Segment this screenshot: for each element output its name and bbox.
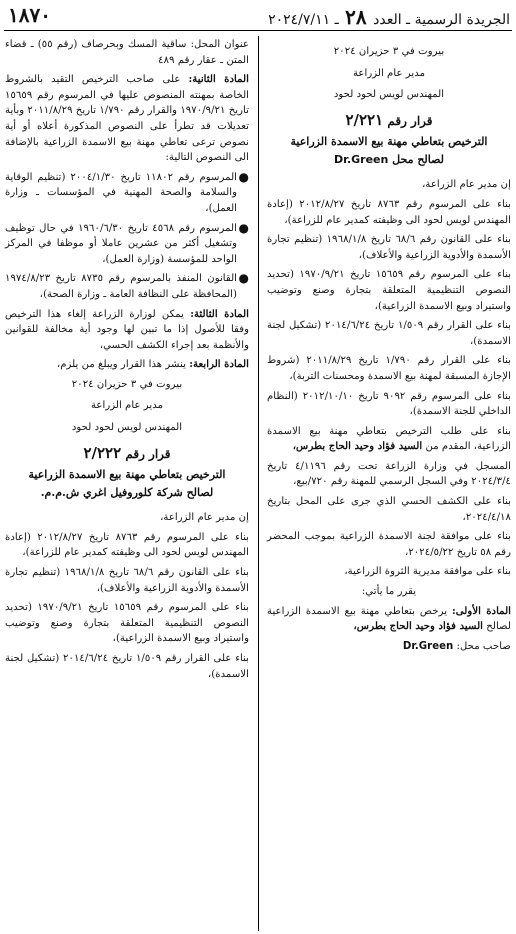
decision-recital — [267, 424, 511, 455]
decision-title-label: قرار رقم — [125, 446, 171, 461]
decision-subject-line-2: لصالح شركة كلوروفيل اغري ش.م.م. — [40, 486, 214, 500]
decision-number: ٢/٢٢١ — [345, 110, 384, 129]
decision-title-label: قرار رقم — [387, 113, 433, 128]
left-column — [5, 37, 249, 686]
article-4-text: ينشر هذا القرار ويبلغ من يلزم، — [56, 359, 187, 371]
decision-recital: بناء على موافقة مديرية الثروة الزراعية، — [344, 566, 511, 578]
decision-recital: بناء على المرسوم رقم ٨٧٦٣ تاريخ ٢٠١٢/٨/٢٧ (إعادة المهندس لويس لحود الى وظيفته كمدير عام للزراعة)، — [5, 531, 249, 559]
recital-text: بناء على طلب الترخيص بتعاطي مهنة بيع الاسمدة الزراعية، المقدم من — [267, 425, 511, 453]
decision-recital: بناء على موافقة لجنة الاسمدة الزراعية بموجب المحضر رقم ٥٨ تاريخ ٢٠٢٤/٥/٢٢، — [267, 531, 511, 558]
owner-shop-name: Dr.Green — [402, 640, 454, 652]
decision-recital: بناء على المرسوم رقم ٨٧٦٣ تاريخ ٢٠١٢/٨/٢٧ (إعادة المهندس لويس لحود الى وظيفته كمدير عام للزراعة)، — [267, 198, 511, 226]
bullet-dot-icon: ● — [238, 220, 249, 235]
page-header — [0, 0, 516, 30]
decision-recital: بناء على القرار رقم ١/٧٩٠ تاريخ ٢٠١١/٨/٢٩ (شروط الإجازة المسبقة لمهنة بيع الاسمدة ومحسنات التربة)، — [267, 355, 511, 382]
decision-recital: بناء على القرار رقم ١/٥٠٩ تاريخ ٢٠١٤/٦/٢٤ (تشكيل لجنة الاسمدة)، — [5, 653, 249, 680]
decision-recital: بناء على القانون رقم ٦٨/٦ تاريخ ١٩٦٨/١/٨ (تنظيم تجارة الأسمدة والأدوية الزراعية والأعلاف)، — [5, 567, 249, 594]
article-2 — [5, 72, 249, 166]
article-4 — [5, 357, 249, 373]
sign-title: مدير عام الزراعة — [90, 400, 164, 412]
decision-subject-line-2 — [267, 151, 511, 169]
gazette-title-prefix: الجريدة الرسمية ـ العدد — [373, 12, 510, 28]
sign-place-date: بيروت في ٣ حزيران ٢٠٢٤ — [333, 46, 445, 57]
decision-subject-latin: Dr.Green — [333, 153, 389, 167]
article-4-label: المادة الرابعة: — [189, 358, 249, 371]
bullet-item — [5, 271, 249, 302]
sign-name: المهندس لويس لحود لحود — [71, 422, 183, 434]
page-number: ١٨٧٠ — [8, 3, 51, 27]
bullet-dot-icon: ● — [238, 271, 249, 286]
bullet-text: المرسوم رقم ٤٥٦٨ تاريخ ١٩٦٠/٦/٣٠ في حال توظيف وتشغيل أكثر من عشرين عاملا أو موظفا في المركز الواحد للمؤسسة (وزارة العمل)، — [5, 222, 237, 265]
decision-intro: إن مدير عام الزراعة، — [422, 179, 511, 191]
sign-place-date: بيروت في ٣ حزيران ٢٠٢٤ — [71, 378, 183, 390]
decision-intro: إن مدير عام الزراعة، — [160, 512, 249, 524]
bullet-item — [5, 221, 249, 268]
bullet-text: القانون المنفذ بالمرسوم رقم ٨٧٣٥ تاريخ ١٩٧٤/٨/٢٣ (المحافظة على النظافة العامة ـ وزارة الصحة)، — [5, 273, 237, 300]
bullet-text: المرسوم رقم ١١٨٠٢ تاريخ ٢٠٠٤/١/٣٠ (تنظيم الوقاية والسلامة والصحة المهنية في المؤسسات ـ وزارة العمل)، — [5, 171, 237, 214]
article-2-text: على صاحب الترخيص التقيد بالشروط الخاصة بمهنته المنصوص عليها في المرسوم رقم ١٥٦٥٩ تاريخ ١٩٧٠/٩/٢١ والقرار رقم ١/٧٩٠ تاريخ ٢٠١١/٨/٢٩ وبأية تعديلات قد تطرأ على النصوص المذكورة أعلاه أو أية نصوص ترعى تعاطي مهنة بيع الاسمدة الزراعية بالإضافة الى النصوص التالية: — [4, 74, 249, 164]
decision-recital: بناء على المرسوم رقم ١٥٦٥٩ تاريخ ١٩٧٠/٩/٢١ (تحديد النصوص التنظيمية المتعلقة بتجارة وصنع وتوضيب واستيراد وبيع الاسمدة الزراعية)، — [5, 602, 249, 645]
header-rule — [4, 30, 512, 31]
article-1-text: يرخص بتعاطي مهنة بيع الاسمدة الزراعية لصالح — [267, 605, 511, 633]
sign-name: المهندس لويس لحود لحود — [333, 89, 445, 101]
sign-title: مدير عام الزراعة — [352, 67, 426, 79]
article-2-label: المادة الثانية: — [188, 73, 249, 86]
decision-recital: بناء على القانون رقم ٦٨/٦ تاريخ ١٩٦٨/١/٨ (تنظيم تجارة الأسمدة والأدوية الزراعية والأعلاف)، — [267, 234, 511, 261]
decision-recital: بناء على القرار رقم ١/٥٠٩ تاريخ ٢٠١٤/٦/٢٤ (تشكيل لجنة الاسمدة)، — [267, 320, 511, 347]
article-1 — [267, 604, 511, 635]
shop-address: عنوان المحل: ساقية المسك وبحرصاف (رقم ٥٥) ـ قضاء المتن ـ عقار رقم ٤٨٩ — [5, 39, 249, 66]
decision-subject — [5, 466, 249, 502]
article-1-label: المادة الأولى: — [452, 604, 512, 617]
issue-date: ـ ٢٠٢٤/٧/١١ — [268, 12, 339, 28]
bullet-item — [5, 170, 249, 217]
article-3 — [5, 307, 249, 354]
decision-title — [5, 443, 249, 463]
decides-line: يقرر ما يأتي: — [361, 586, 417, 598]
decision-title — [267, 110, 511, 130]
decision-recital: المسجل في وزارة الزراعة تحت رقم ٤/١١٩٦ تاريخ ٢٠٢٤/٣/٤ وفي السجل الرسمي للمهنة رقم ٧٢٠/بيع، — [267, 460, 511, 488]
column-divider — [258, 36, 259, 931]
owner-line — [267, 639, 511, 655]
applicant-name: السيد فؤاد وحيد الحاج بطرس، — [292, 440, 423, 453]
decision-recital: بناء على المرسوم رقم ٩٠٩٢ تاريخ ٢٠١٢/١٠/١٠ (النظام الداخلي للجنة الاسمدة)، — [267, 390, 512, 418]
gazette-title — [268, 5, 510, 29]
article-3-text: يمكن لوزارة الزراعة إلغاء هذا الترخيص وفقا للأصول إذا ما تبين لها وجود أية مخالفة للقوانين والأنظمة بعد إجراء الكشف الحسي، — [5, 308, 249, 351]
article-3-label: المادة الثالثة: — [190, 307, 249, 320]
decision-recital: بناء على المرسوم رقم ١٥٦٥٩ تاريخ ١٩٧٠/٩/٢١ (تحديد النصوص التنظيمية المتعلقة بتجارة وصنع وتوضيب واستيراد وبيع الاسمدة الزراعية)، — [267, 269, 511, 312]
decision-recital: بناء على الكشف الحسي الذي جرى على المحل بتاريخ ٢٠٢٤/٤/١٨، — [267, 496, 511, 523]
decision-subject-prefix: لصالح محل — [392, 153, 445, 167]
decision-subject — [267, 133, 511, 169]
issue-number: ٢٨ — [345, 5, 367, 29]
right-column — [267, 44, 511, 658]
decision-subject-line-1: الترخيص بتعاطي مهنة بيع الاسمدة الزراعية — [290, 135, 488, 149]
bullet-dot-icon: ● — [238, 169, 249, 184]
decision-number: ٢/٢٢٢ — [83, 443, 122, 462]
signature-block — [267, 44, 511, 103]
signature-block — [5, 377, 249, 436]
article-1-name: السيد فؤاد وحيد الحاج بطرس، — [353, 620, 484, 633]
decision-subject-line-1: الترخيص بتعاطي مهنة بيع الاسمدة الزراعية — [28, 468, 226, 482]
owner-label: صاحب محل: — [456, 640, 511, 652]
